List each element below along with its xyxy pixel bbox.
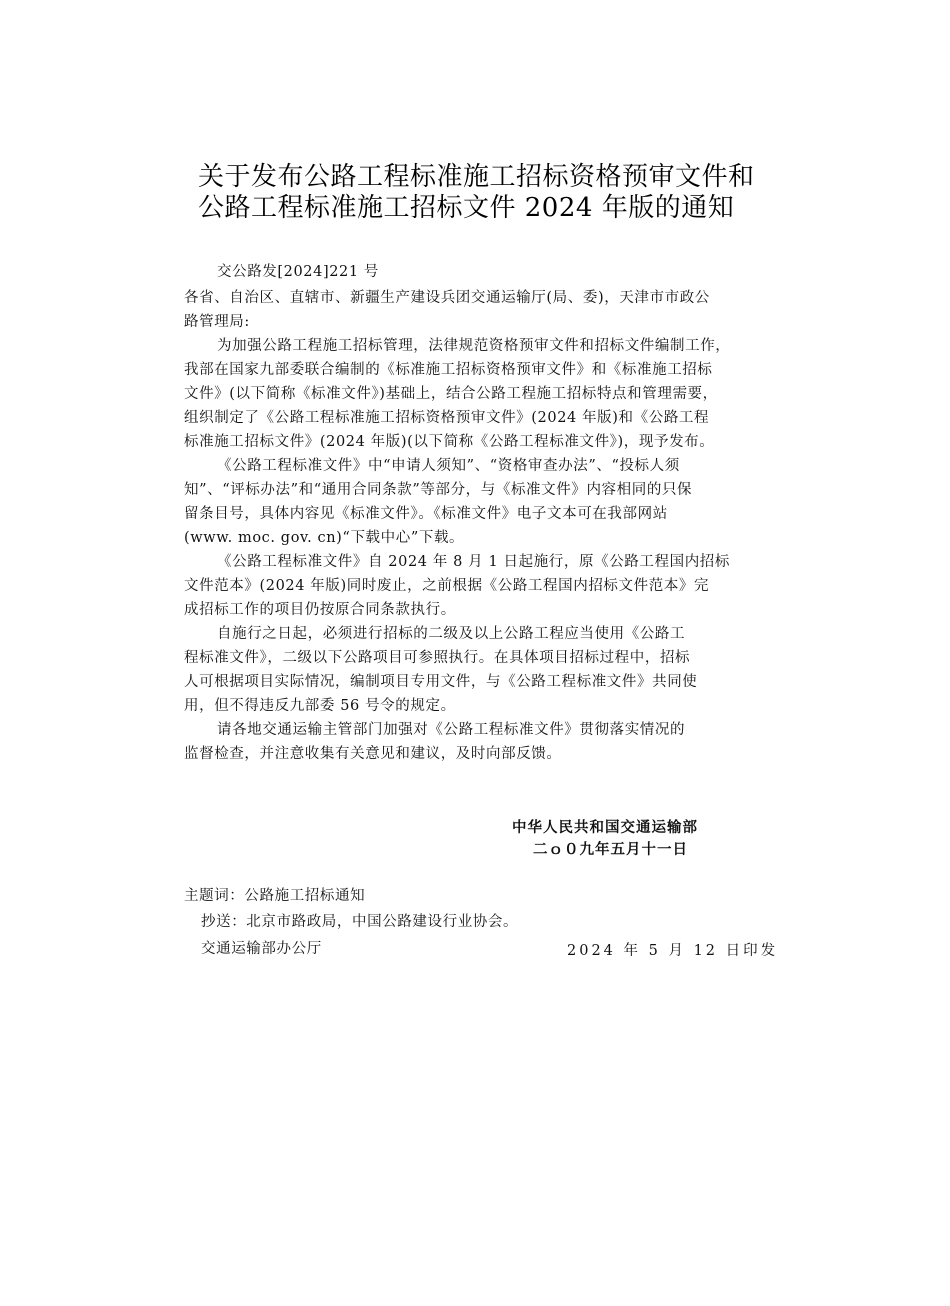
cc-line: 抄送：北京市路政局，中国公路建设行业协会。 xyxy=(201,914,519,930)
body-line: 监督检查，并注意收集有关意见和建议，及时向部反馈。 xyxy=(184,746,562,762)
signature-date: 二ｏ０九年五月十一日 xyxy=(533,842,688,858)
body-line: 用，但不得违反九部委 56 号令的规定。 xyxy=(184,698,456,714)
body-line: 《公路工程标准文件》自 2024 年 8 月 1 日起施行，原《公路工程国内招标 xyxy=(217,554,731,570)
subject-words: 主题词：公路施工招标通知 xyxy=(184,888,366,904)
body-line: 人可根据项目实际情况，编制项目专用文件，与《公路工程标准文件》共同使 xyxy=(184,674,698,690)
body-line: 各省、自治区、直辖市、新疆生产建设兵团交通运输厅(局、委)，天津市市政公 xyxy=(184,290,710,306)
body-line: 组织制定了《公路工程标准施工招标资格预审文件》(2024 年版)和《公路工程 xyxy=(184,410,710,426)
body-line: 成招标工作的项目仍按原合同条款执行。 xyxy=(184,602,456,618)
body-line: 请各地交通运输主管部门加强对《公路工程标准文件》贯彻落实情况的 xyxy=(217,722,686,738)
body-line: 知”、“评标办法”和“通用合同条款”等部分，与《标准文件》内容相同的只保 xyxy=(184,482,693,498)
body-line: (www. moc. gov. cn)“下载中心”下载。 xyxy=(184,530,465,546)
body-line: 《公路工程标准文件》中“申请人须知”、“资格审查办法”、“投标人须 xyxy=(217,458,680,474)
body-line: 路管理局: xyxy=(184,314,250,330)
body-line: 自施行之日起，必须进行招标的二级及以上公路工程应当使用《公路工 xyxy=(217,626,686,642)
body-line: 文件范本》(2024 年版)同时废止，之前根据《公路工程国内招标文件范本》完 xyxy=(184,578,710,594)
body-line: 为加强公路工程施工招标管理，法律规范资格预审文件和招标文件编制工作， xyxy=(217,338,731,354)
title-line-1: 关于发布公路工程标准施工招标资格预审文件和 xyxy=(198,162,755,192)
print-date: 2024 年 5 月 12 日印发 xyxy=(567,943,779,959)
body-line: 标准施工招标文件》(2024 年版)(以下简称《公路工程标准文件》)，现予发布。 xyxy=(184,434,715,450)
body-line: 我部在国家九部委联合编制的《标准施工招标资格预审文件》和《标准施工招标 xyxy=(184,362,713,378)
doc-number: 交公路发[2024]221 号 xyxy=(217,264,379,280)
document-title xyxy=(198,162,798,224)
body-line: 程标准文件》，二级以下公路项目可参照执行。在具体项目招标过程中，招标 xyxy=(184,650,691,666)
body-line: 留条目号，具体内容见《标准文件》。《标准文件》电子文本可在我部网站 xyxy=(184,506,668,522)
issuer: 交通运输部办公厅 xyxy=(201,941,322,957)
body-line: 文件》(以下简称《标准文件》)基础上，结合公路工程施工招标特点和管理需要， xyxy=(184,386,718,402)
title-line-2: 公路工程标准施工招标文件 2024 年版的通知 xyxy=(198,193,735,223)
signature-org: 中华人民共和国交通运输部 xyxy=(512,820,698,836)
